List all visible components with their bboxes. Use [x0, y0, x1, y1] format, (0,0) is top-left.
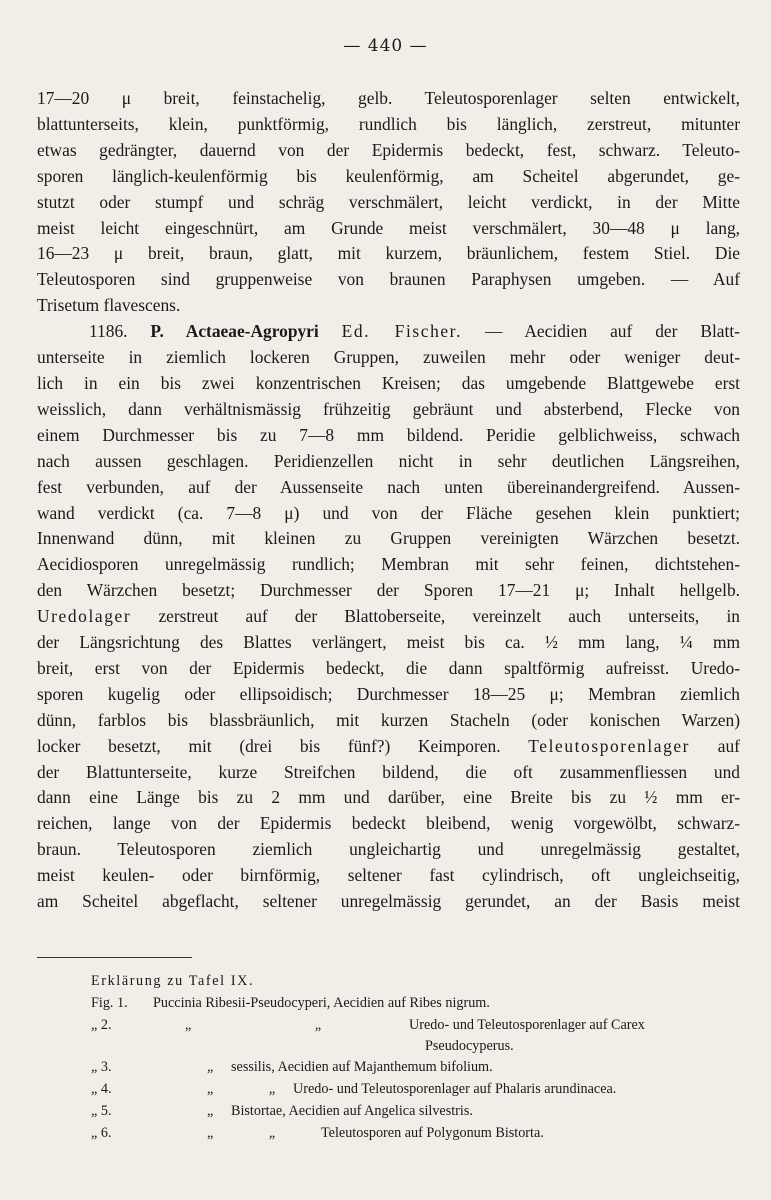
text-line: der Längsrichtung des Blattes verlängert, meist bis ca. ½ mm lang, ¼ mm: [37, 632, 740, 653]
text-line: Trisetum flavescens.: [37, 295, 181, 316]
figure-label: „ 3.: [91, 1059, 112, 1075]
figure-caption: Pseudocyperus.: [425, 1038, 514, 1054]
uredolager-line: [37, 604, 740, 630]
footnote-divider: [37, 957, 192, 958]
text-line: dünn, farblos bis blassbräunlich, mit kurzen Stacheln (oder konischen Warzen): [37, 709, 740, 730]
text-line: lich in ein bis zwei konzentrischen Kreisen; das umgebende Blattgewebe erst: [37, 372, 740, 393]
text-line: der Blattunterseite, kurze Streifchen bildend, die oft zusammenfliessen und: [37, 761, 740, 782]
figure-caption: Uredo- und Teleutosporenlager auf Phalaris arundinacea.: [293, 1081, 617, 1097]
entry-author: Ed. Fischer.: [341, 321, 463, 342]
figure-caption: Uredo- und Teleutosporenlager auf Carex: [409, 1017, 645, 1033]
text-line: braun. Teleutosporen ziemlich ungleichartig und unregelmässig gestaltet,: [37, 839, 740, 860]
text-line: sporen kugelig oder ellipsoidisch; Durchmesser 18—25 μ; Membran ziemlich: [37, 683, 740, 704]
figure-caption-row: [91, 1056, 751, 1078]
text-line: den Wärzchen besetzt; Durchmesser der Sporen 17—21 μ; Inhalt hellgelb.: [37, 580, 740, 601]
figure-label: „ 5.: [91, 1103, 112, 1119]
section-term-teleutosporenlager: Teleutosporenlager: [528, 735, 691, 756]
text-line: reichen, lange von der Epidermis bedeckt bleibend, wenig vorgewölbt, schwarz-: [37, 813, 740, 834]
figure-caption-continuation: [91, 1036, 751, 1056]
text-line: Teleutosporen sind gruppenweise von braunen Paraphysen umgeben. — Auf: [37, 269, 740, 290]
figure-caption-row: [91, 1014, 751, 1036]
text-line-start: locker besetzt, mit (drei bis fünf?) Keimporen.: [37, 735, 501, 756]
figure-caption: Puccinia Ribesii-Pseudocyperi, Aecidien auf Ribes nigrum.: [153, 995, 490, 1011]
figure-caption: Teleutosporen auf Polygonum Bistorta.: [321, 1125, 544, 1141]
entry-heading-text: — Aecidien auf der Blatt-: [485, 321, 740, 342]
figure-caption-row: [91, 1122, 751, 1144]
text-line: dann eine Länge bis zu 2 mm und darüber, eine Breite bis zu ½ mm er-: [37, 787, 740, 808]
figure-label: „ 2.: [91, 1017, 112, 1033]
ditto-marks: „: [207, 1103, 214, 1119]
entry-number: 1186.: [89, 321, 128, 342]
ditto-marks: „ „: [207, 1081, 276, 1097]
text-line: breit, erst von der Epidermis bedeckt, die dann spaltförmig aufreisst. Uredo-: [37, 657, 740, 678]
text-line: etwas gedrängter, dauernd von der Epidermis bedeckt, fest, schwarz. Teleuto-: [37, 139, 740, 160]
text-line: blattunterseits, klein, punktförmig, rundlich bis länglich, zerstreut, mitunter: [37, 113, 740, 134]
text-line: fest verbunden, auf der Aussenseite nach unten übereinandergreifend. Aussen-: [37, 476, 740, 497]
text-line: meist leicht eingeschnürt, am Grunde meist verschmälert, 30—48 μ lang,: [37, 217, 740, 238]
figure-label: „ 6.: [91, 1125, 112, 1141]
text-line: stutzt oder stumpf und schräg verschmälert, leicht verdickt, in der Mitte: [37, 191, 740, 212]
main-text: [37, 86, 740, 915]
ditto-marks: „ „: [207, 1125, 276, 1141]
text-line: 17—20 μ breit, feinstachelig, gelb. Teleutosporenlager selten entwickelt,: [37, 88, 740, 108]
text-line: am Scheitel abgeflacht, seltener unregelmässig gerundet, an der Basis meist: [37, 891, 740, 912]
ditto-marks: „ „: [185, 1017, 322, 1033]
entry-heading-line: [37, 319, 740, 345]
figure-caption-row: [91, 992, 751, 1014]
text-line: unterseite in ziemlich lockeren Gruppen, zuweilen mehr oder weniger deut-: [37, 347, 740, 368]
entry-species-name: P. Actaeae-Agropyri: [150, 321, 319, 342]
figure-label: „ 4.: [91, 1081, 112, 1097]
figure-caption: sessilis, Aecidien auf Majanthemum bifolium.: [231, 1059, 493, 1075]
text-line-end: auf: [717, 735, 740, 756]
plate-explanation-title: Erklärung zu Tafel IX.: [91, 973, 255, 989]
plate-explanation: [91, 970, 751, 1144]
text-line: meist keulen- oder birnförmig, seltener fast cylindrisch, oft ungleichseitig,: [37, 865, 740, 886]
figure-caption-row: [91, 1100, 751, 1122]
text-line: einem Durchmesser bis zu 7—8 mm bildend. Peridie gelblichweiss, schwach: [37, 424, 740, 445]
text-line: 16—23 μ breit, braun, glatt, mit kurzem, bräunlichem, festem Stiel. Die: [37, 243, 740, 264]
text-line: wand verdickt (ca. 7—8 μ) und von der Fläche gesehen klein punktiert;: [37, 502, 740, 523]
section-term-uredolager: Uredolager: [37, 606, 132, 627]
text-line: sporen länglich-keulenförmig bis keulenförmig, am Scheitel abgerundet, ge-: [37, 165, 740, 186]
text-line: Aecidiosporen unregelmässig rundlich; Membran mit sehr feinen, dichtstehen-: [37, 554, 740, 575]
page-number: — 440 —: [343, 36, 428, 56]
figure-caption-row: [91, 1078, 751, 1100]
teleutosporenlager-line: [37, 734, 740, 760]
figure-label: Fig. 1.: [91, 995, 128, 1011]
ditto-marks: „: [207, 1059, 214, 1075]
text-line: weisslich, dann verhältnismässig frühzeitig gebräunt und absterbend, Flecke von: [37, 398, 740, 419]
text-line-remainder: zerstreut auf der Blattoberseite, vereinzelt auch unterseits, in: [158, 606, 740, 627]
figure-caption: Bistortae, Aecidien auf Angelica silvestris.: [231, 1103, 473, 1119]
text-line: nach aussen geschlagen. Peridienzellen nicht in sehr deutlichen Längsreihen,: [37, 450, 740, 471]
text-line: Innenwand dünn, mit kleinen zu Gruppen vereinigten Wärzchen besetzt.: [37, 528, 740, 549]
